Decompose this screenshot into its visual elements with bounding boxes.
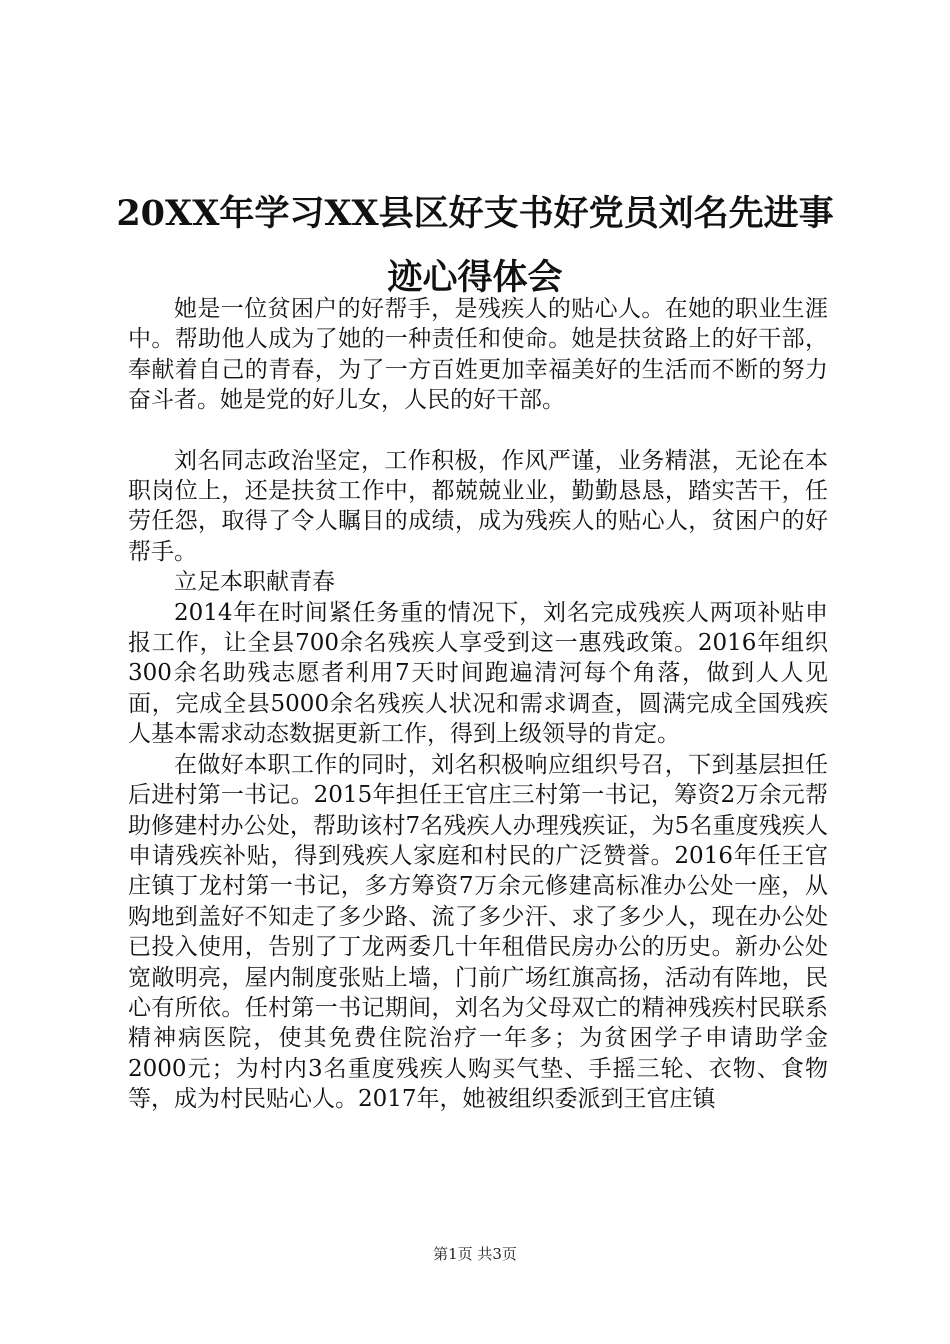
title-line-1: 20XX年学习XX县区好支书好党员刘名先进事 [116,193,834,234]
page-footer: 第1页 共3页 [433,1245,517,1263]
section-heading: 立足本职献青春 [174,569,335,596]
document-title [100,182,850,310]
paragraph-summary: 刘名同志政治坚定，工作积极，作风严谨，业务精湛，无论在本职岗位上，还是扶贫工作中，都兢兢业业，勤勤恳恳，踏实苦干，任劳任怨，取得了令人瞩目的成绩，成为残疾人的贴心人，贫困户的好帮手。 [128,447,828,565]
paragraph-intro: 她是一位贫困户的好帮手，是残疾人的贴心人。在她的职业生涯中。帮助他人成为了她的一种责任和使命。她是扶贫路上的好干部，奉献着自己的青春，为了一方百姓更加幸福美好的生活而不断的努力奋斗者。她是党的好儿女，人民的好干部。 [128,296,828,414]
paragraph-first-secretary: 在做好本职工作的同时，刘名积极响应组织号召，下到基层担任后进村第一书记。2015年担任王官庄三村第一书记，筹资2万余元帮助修建村办公处，帮助该村7名残疾人办理残疾证，为5名重度残疾人申请残疾补贴，得到残疾人家庭和村民的广泛赞誉。2016年任王官庄镇丁龙村第一书记，多方筹资7万余元修建高标准办公处一座，从购地到盖好不知走了多少路、流了多少汗、求了多少人，现在办公处已投入使用，告别了丁龙两委几十年租借民房办公的历史。新办公处宽敞明亮，屋内制度张贴上墙，门前广场红旗高扬，活动有阵地，民心有所依。任村第一书记期间，刘名为父母双亡的精神残疾村民联系精神病医院，使其免费住院治疗一年多；为贫困学子申请助学金2000元；为村内3名重度残疾人购买气垫、手摇三轮、衣物、食物等，成为村民贴心人。2017年，她被组织委派到王官庄镇 [128,751,828,1113]
paragraph-2014: 2014年在时间紧任务重的情况下，刘名完成残疾人两项补贴申报工作，让全县700余名残疾人享受到这一惠残政策。2016年组织300余名助残志愿者利用7天时间跑遍清河每个角落，做到人人见面，完成全县5000余名残疾人状况和需求调查，圆满完成全国残疾人基本需求动态数据更新工作，得到上级领导的肯定。 [128,599,828,748]
document-body [128,294,828,1115]
title-line-2: 迹心得体会 [387,257,563,298]
